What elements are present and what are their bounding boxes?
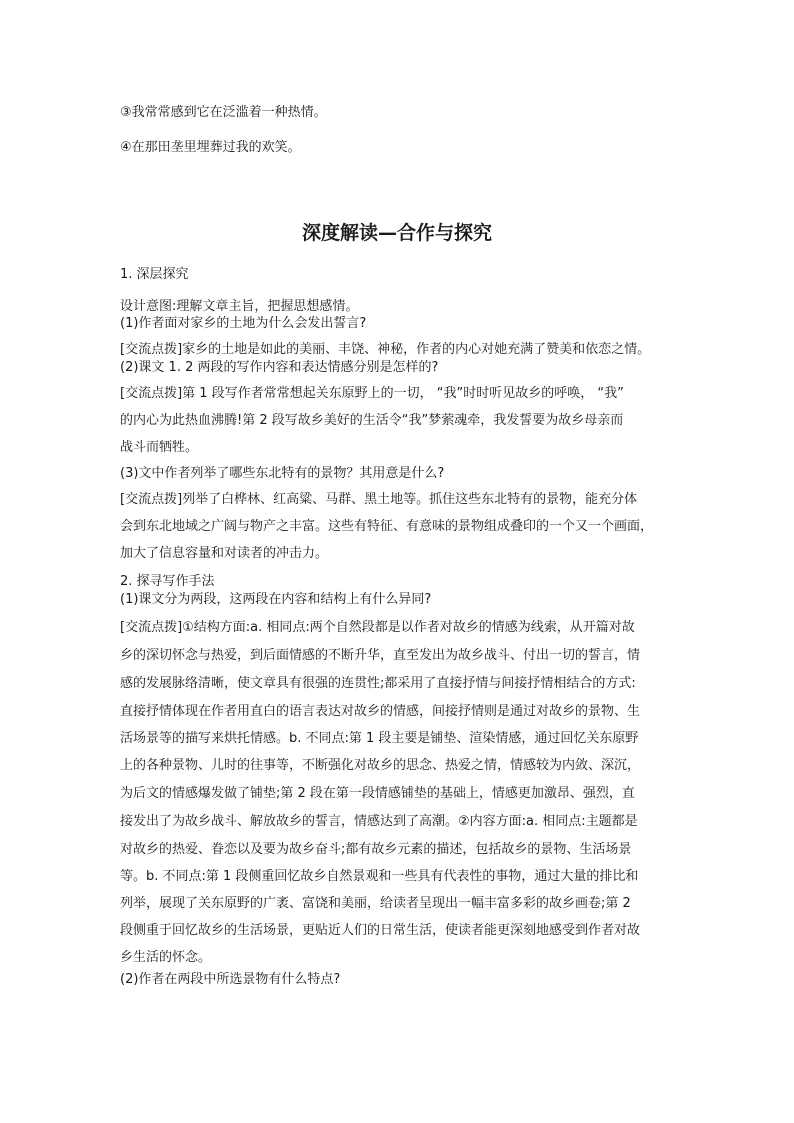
text-line: 2. 探寻写作手法 (120, 574, 215, 589)
text-line: 的内心为此热血沸腾!第 2 段写故乡美好的生活令“我”梦萦魂牵，我发誓要为故乡母亲而 (120, 413, 624, 428)
text-line: (2)作者在两段中所选景物有什么特点? (120, 972, 341, 987)
text-line: (1)课文分为两段，这两段在内容和结构上有什么异同? (120, 592, 432, 607)
text-line: (1)作者面对家乡的土地为什么会发出誓言? (120, 316, 367, 331)
text-line: 段侧重于回忆故乡的生活场景，更贴近人们的日常生活，使读者能更深刻地感受到作者对故 (120, 923, 641, 938)
text-line: ④在那田垄里埋葬过我的欢笑。 (120, 140, 301, 155)
text-line: 活场景等的描写来烘托情感。b. 不同点:第 1 段主要是铺垫、渲染情感，通过回忆关东原野 (120, 731, 639, 746)
text-line: 列举，展现了关东原野的广袤、富饶和美丽，给读者呈现出一幅丰富多彩的故乡画卷;第 2 (120, 896, 631, 911)
text-line: 感的发展脉络清晰，使文章具有很强的连贯性;都采用了直接抒情与间接抒情相结合的方式: (120, 676, 636, 691)
text-line: [交流点拨]①结构方面:a. 相同点:两个自然段都是以作者对故乡的情感为线索，从开篇对故 (120, 620, 635, 635)
text-line: 对故乡的热爱、眷恋以及要为故乡奋斗;都有故乡元素的描述，包括故乡的景物、生活场景 (120, 842, 632, 857)
text-line: 会到东北地域之广阔与物产之丰富。这些有特征、有意味的景物组成叠印的一个又一个画面， (120, 519, 654, 534)
text-line: 上的各种景物、儿时的往事等，不断强化对故乡的思念、热爱之情，情感较为内敛、深沉， (120, 758, 641, 773)
text-line: [交流点拨]列举了白桦林、红高粱、马群、黑土地等。抓住这些东北特有的景物，能充分体 (120, 492, 638, 507)
text-line: [交流点拨]第 1 段写作者常常想起关东原野上的一切， “我”时时听见故乡的呼唤， “我” (120, 386, 624, 401)
text-line: 加大了信息容量和对读者的冲击力。 (120, 546, 329, 561)
text-line: 等。b. 不同点:第 1 段侧重回忆故乡自然景观和一些具有代表性的事物，通过大量的排比和 (120, 869, 639, 884)
text-line: 为后文的情感爆发做了铺垫;第 2 段在第一段情感铺垫的基础上，情感更加激昂、强烈，直 (120, 786, 635, 801)
text-line: [交流点拨]家乡的土地是如此的美丽、丰饶、神秘，作者的内心对她充满了赞美和依恋之情。 (120, 342, 651, 357)
text-line: 乡的深切怀念与热爱，到后面情感的不断升华，直至发出为故乡战斗、付出一切的誓言，情 (120, 648, 641, 663)
text-line: 设计意图:理解文章主旨，把握思想感情。 (120, 299, 359, 314)
text-line: 乡生活的怀念。 (120, 950, 212, 965)
text-line: 直接抒情体现在作者用直白的语言表达对故乡的情感，间接抒情则是通过对故乡的景物、生 (120, 704, 641, 719)
text-line: (3)文中作者列举了哪些东北特有的景物？其用意是什么? (120, 466, 445, 481)
text-line: 接发出了为故乡战斗、解放故乡的誓言，情感达到了高潮。②内容方面:a. 相同点:主题都是 (120, 814, 638, 829)
text-line: ③我常常感到它在泛滥着一种热情。 (120, 105, 327, 120)
section-title: 深度解读—合作与探究 (301, 222, 492, 244)
text-line: 1. 深层探究 (120, 267, 189, 282)
text-line: 战斗而牺牲。 (120, 440, 199, 455)
text-line: (2)课文 1. 2 两段的写作内容和表达情感分别是怎样的? (120, 360, 439, 375)
